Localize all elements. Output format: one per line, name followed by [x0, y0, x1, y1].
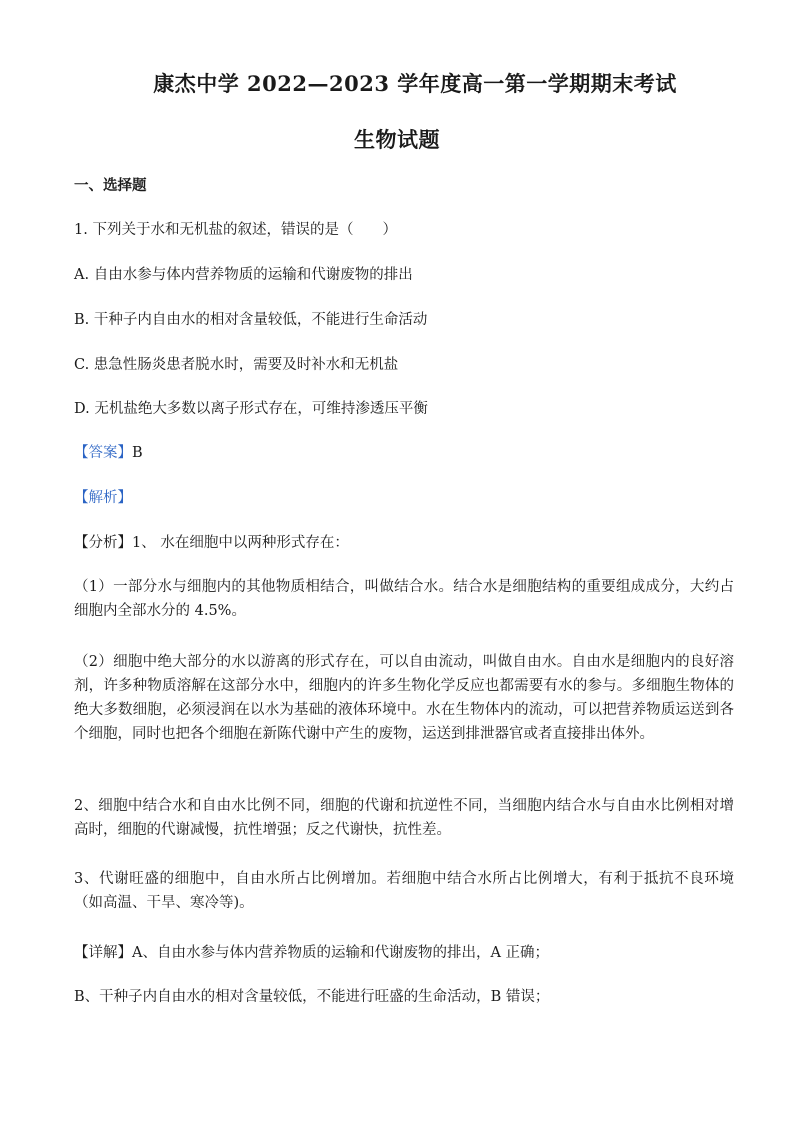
option-d: D. 无机盐绝大多数以离子形式存在，可维持渗透压平衡 — [74, 401, 428, 417]
analysis-label — [74, 486, 732, 510]
answer-value: B — [132, 445, 143, 461]
detail-label: 【详解】 — [74, 945, 132, 961]
option-c: C. 患急性肠炎患者脱水时，需要及时补水和无机盐 — [74, 357, 399, 373]
exam-subtitle: 生物试题 — [354, 127, 440, 152]
detail-b-line: B、干种子内自由水的相对含量较低，不能进行旺盛的生命活动，B 错误； — [74, 989, 550, 1005]
question-stem: 1. 下列关于水和无机盐的叙述，错误的是（ ） — [74, 222, 397, 238]
option-b: B. 干种子内自由水的相对含量较低，不能进行生命活动 — [74, 312, 428, 328]
detail-a-text: A、自由水参与体内营养物质的运输和代谢废物的排出，A 正确； — [132, 945, 550, 961]
analysis-intro-text: 1、 水在细胞中以两种形式存在： — [132, 535, 349, 551]
analysis-paragraph-2: （2）细胞中绝大部分的水以游离的形式存在，可以自由流动，叫做自由水。自由水是细胞内的良好溶剂，许多种物质溶解在这部分水中，细胞内的许多生物化学反应也都需要有水的参与。多细胞生物体的绝大多数细胞，必须浸润在以水为基础的液体环境中。水在生物体内的流动，可以把营养物质运送到各个细胞，同时也把各个细胞在新陈代谢中产生的废物，运送到排泄器官或者直接排出体外。 — [74, 654, 734, 742]
analysis-intro — [74, 531, 732, 555]
section-heading: 一、选择题 — [74, 177, 147, 194]
exam-title: 康杰中学 2022—2023 学年度高一第一学期期末考试 — [153, 71, 677, 96]
answer-line — [74, 441, 732, 465]
analysis-paragraph-3: 2、细胞中结合水和自由水比例不同，细胞的代谢和抗逆性不同，当细胞内结合水与自由水比例相对增高时，细胞的代谢减慢，抗性增强；反之代谢快，抗性差。 — [74, 798, 734, 838]
analysis-label-text: 【解析】 — [74, 490, 132, 506]
analysis-paragraph-1: （1）一部分水与细胞内的其他物质相结合，叫做结合水。结合水是细胞结构的重要组成成分，大约占细胞内全部水分的 4.5%。 — [74, 579, 734, 619]
analysis-paragraph-4: 3、代谢旺盛的细胞中，自由水所占比例增加。若细胞中结合水所占比例增大，有利于抵抗不良环境（如高温、干旱、寒冷等)。 — [74, 871, 734, 911]
analysis-intro-label: 【分析】 — [74, 535, 132, 551]
answer-label: 【答案】 — [74, 445, 132, 461]
option-a: A. 自由水参与体内营养物质的运输和代谢废物的排出 — [74, 267, 413, 283]
detail-a-line — [74, 941, 732, 965]
